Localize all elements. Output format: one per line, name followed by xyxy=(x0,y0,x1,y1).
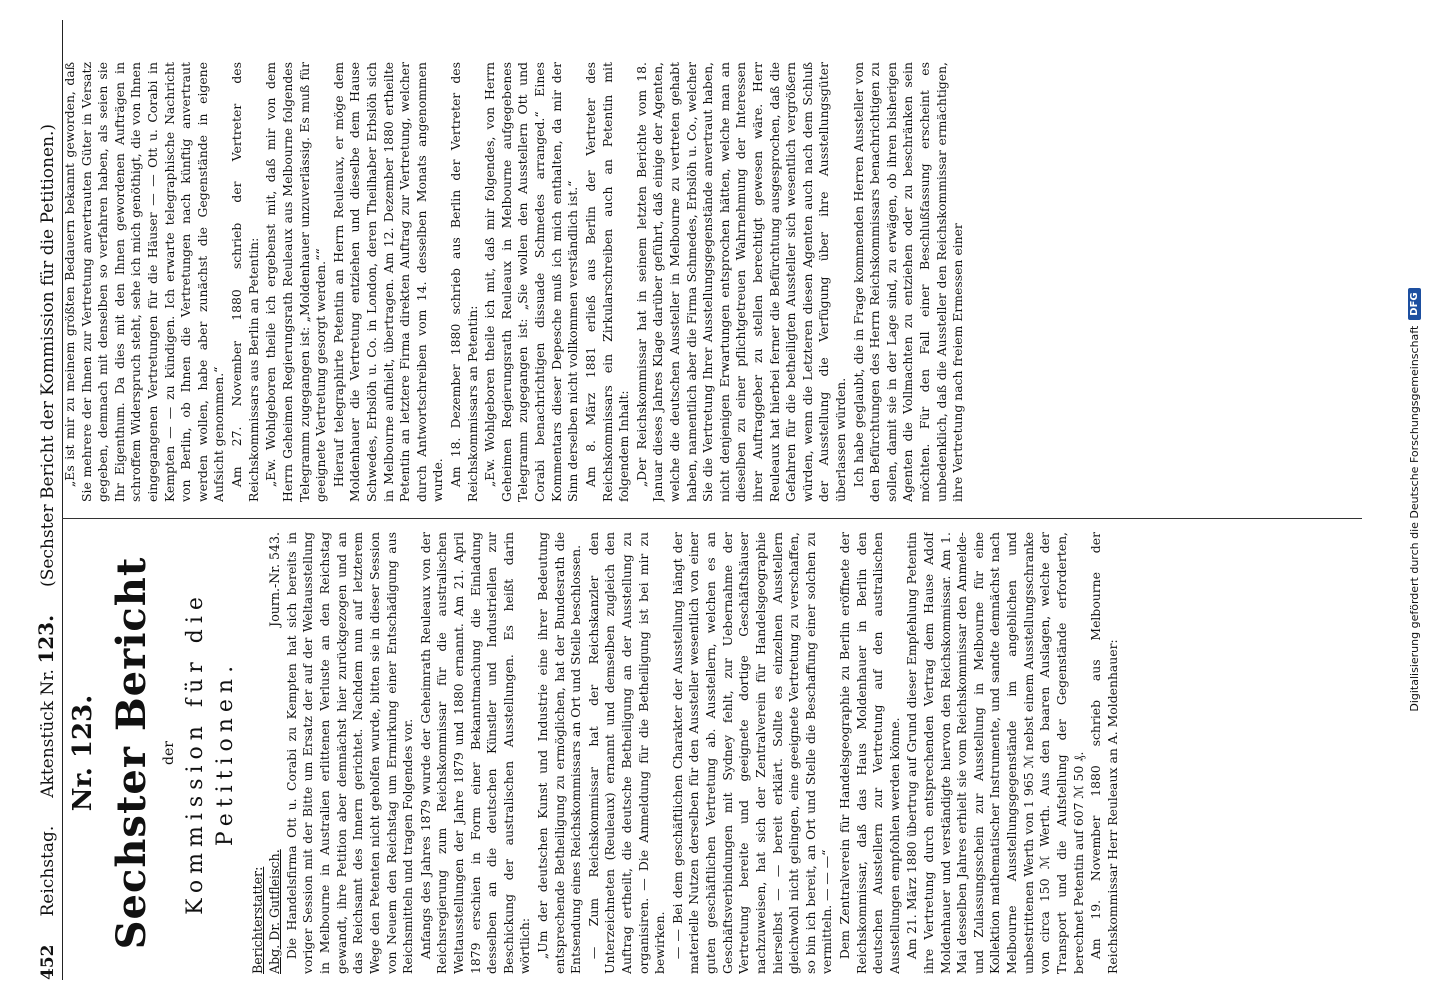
paragraph: Am 18. Dezember 1880 schrieb aus Berlin der Vertreter des Reichskommissars an Petentin: xyxy=(448,62,480,502)
paragraph: „Um der deutschen Kunst und Industrie eine ihrer Bedeutung entsprechende Betheiligung zu ermöglichen, hat der Bundesrath die Entsendung eines Reichskommissars an Ort und Stelle beschlossen. xyxy=(535,532,584,974)
column-divider xyxy=(62,518,1362,519)
reporter-name: Abg. Dr. Gutfleisch. xyxy=(266,849,282,974)
paragraph: Am 27. November 1880 schrieb der Vertreter des Reichskommissars aus Berlin an Petentin: xyxy=(229,62,261,502)
paragraph: Anfangs des Jahres 1879 wurde der Geheimrath Reuleaux von der Reichsregierung zum Reichskommissar für die australischen Weltausstellungen der Jahre 1879 und 1880 ernannt. Am 21. April 1879 erschien in Form einer Bekanntmachung die Einladung desselben an die deutschen Künstler und Industriellen zur Beschickung der australischen Ausstellungen. Es heißt darin wörtlich: xyxy=(417,532,533,974)
paragraph: Am 8. März 1881 erließ aus Berlin der Vertreter des Reichskommissars ein Zirkularschreiben auch an Petentin mit folgendem Inhalt: xyxy=(582,62,632,502)
paragraph: „Es ist mir zu meinem größten Bedauern bekannt geworden, daß Sie mehrere der Ihnen zur Vertretung anvertrauten Güter in Versatz gegeben, demnach mit denselben so verfahren haben, als seien sie Ihr Eigenthum. Da dies mit den Ihnen gewordenen Aufträgen in schroffem Widerspruch steht, sehe ich mich genöthigt, die von Ihnen eingegangenen Vertretungen für die Häuser — — Ott u. Corabi in Kempten — — zu kündigen. Ich erwarte telegraphische Nachricht von Berlin, ob Ihnen die Vertretungen nach künftig anvertraut werden wollen, habe aber zunächst die Gegenstände in eigene Aufsicht genommen.“ xyxy=(62,62,227,502)
header-running-title: (Sechster Bericht der Kommission für die Petitionen.) xyxy=(38,124,58,587)
header-doc-number xyxy=(34,615,58,798)
reporter-label: Berichterstatter: xyxy=(250,866,266,974)
paragraph: Die Handelsfirma Ott u. Corabi zu Kempten hat sich bereits in voriger Session mit der Bitte um Ersatz der auf der Weltausstellung in Melbourne in Australien erlittenen Verluste an den Reichstag gewandt, ihre Petition aber demnächst hier zurückgezogen und an das Reichsamt des Innern gerichtet. Nachdem nun auf letzterem Wege den Petenten nicht geholfen wurde, bitten sie in dieser Session von Neuem den Reichstag um Ermirkung einer Entschädigung aus Reichsmitteln und tragen Folgendes vor. xyxy=(283,532,416,974)
dfg-logo: DFG xyxy=(1408,288,1421,319)
page-number: 452 xyxy=(38,944,58,980)
paragraph: — — Bei dem geschäftlichen Charakter der Ausstellung hängt der materielle Nutzen derselben für den Aussteller wesentlich von einer guten geschäftlichen Vertretung ab. Ausstellern, welchen es an Geschäftsverbindungen mit Sydney fehlt, zur Uebernahme der Vertretung bereite und geeignete dortige Geschäftshäuser nachzuweisen, hat sich der Zentralverein für Handelsgeographie hierselbst — — bereit erklärt. Sollte es einzelnen Ausstellern gleichwohl nicht gelingen, eine geeignete Vertretung zu verschaffen, so bin ich bereit, an Ort und Stelle die Beschaffung einer solchen zu vermitteln. — — —“ xyxy=(669,532,835,974)
digitization-note-text: Digitalisierung gefördert durch die Deutsche Forschungsgemeinschaft xyxy=(1407,325,1421,712)
digitization-note xyxy=(1404,0,1424,1000)
report-title: Sechster Bericht xyxy=(107,556,155,950)
paragraph: Hierauf telegraphirte Petentin an Herrn Reuleaux, er möge dem Moldenhauer die Vertretung entziehen und dieselbe dem Hause Schwedes, Erbslöh u. Co. in London, deren Theilhaber Erbslöh sich in Melbourne aufhielt, übertragen. Am 12. Dezember 1880 ertheilte Petentin an letztere Firma direkten Auftrag zur Vertretung, welcher durch Antwortschreiben vom 14. desselben Monats angenommen wurde. xyxy=(330,62,446,502)
paragraph: Dem Zentralverein für Handelsgeographie zu Berlin eröffnete der Reichskommissar, daß das Haus Moldenhauer in Berlin den deutschen Ausstellern zur Vertretung auf den australischen Ausstellungen empfohlen werden könne. xyxy=(836,532,902,974)
left-column xyxy=(62,532,1366,974)
header-left-label: Reichstag. xyxy=(38,825,58,917)
reporter-name-row xyxy=(267,532,284,974)
paragraph: Am 19. November 1880 schrieb aus Melbourne der Reichskommissar Herr Reuleaux an A. Moldenhauer: xyxy=(1088,532,1120,974)
header-doc-label: Aktenstück Nr. xyxy=(38,669,58,798)
right-column xyxy=(62,62,1366,502)
document-number: Nr. 123. xyxy=(68,694,98,812)
paragraph: „Ew. Wohlgeboren theile ich mit, daß mir folgendes, von Herrn Geheimen Regierungsrath Reuleaux in Melbourne aufgegebenes Telegramm zugegangen ist: „Sie wollen den Ausstellern Ott und Corabi benachrichtigen dissuade Schmedes arranged.“ Eines Kommentars dieser Depesche muß ich mich enthalten, da mir der Sinn derselben nicht vollkommen verständlich ist.“ xyxy=(482,62,581,502)
report-title-der: der xyxy=(161,741,178,765)
paragraph: Ich habe geglaubt, die in Frage kommenden Herren Aussteller von den Befürchtungen des Herrn Reichskommissars benachrichtigen zu sollen, damit sie in der Lage sind, zu erwägen, ob ihren bisherigen Agenten die Vollmachten zu entziehen oder zu beschränken sein möchten. Für den Fall einer Beschlußfassung erscheint es unbedenklich, daß die Aussteller den Reichskommissar ermächtigen, ihre Vertretung nach freiem Ermessen einer xyxy=(850,62,966,502)
paragraph: „Ew. Wohlgeboren theile ich ergebenst mit, daß mir von dem Herrn Geheimen Regierungsrath Reuleaux aus Melbourne folgendes Telegramm zugegangen ist: „Moldenhauer unzuverlässig. Es muß für geeignete Vertretung gesorgt werden.““ xyxy=(263,62,329,502)
paragraph: Am 21. März 1880 übertrug auf Grund dieser Empfehlung Petentin ihre Vertretung durch entsprechenden Vertrag dem Hause Adolf Moldenhauer und verständigte hiervon den Reichskommissar. Am 1. Mai desselben Jahres erhielt sie vom Reichskommissar den Anmelde- und Zulassungsschein zur Ausstellung in Melbourne für eine Kollektion mathematischer Instrumente, und sandte demnächst nach Melbourne Ausstellungsgegenstände im angeblichen und unbestrittenen Werth von 1 965 ℳ nebst einem Ausstellungsschranke von circa 150 ℳ Werth. Aus den baaren Auslagen, welche der Transport und die Aufstellung der Gegenstände erforderten, berechnet Petentin auf 607 ℳ 50 ₰. xyxy=(904,532,1086,974)
report-title-kommission: Kommission für die Petitionen. xyxy=(183,591,238,915)
paragraph: „Der Reichskommissar hat in seinem letzten Berichte vom 18. Januar dieses Jahres Klage darüber geführt, daß einige der Agenten, welche die deutschen Aussteller in Melbourne zu vertreten gehabt haben, namentlich aber die Firma Schmedes, Erbslöh u. Co., welcher Sie die Vertretung Ihrer Ausstellungsgegenstände anvertraut haben, nicht denjenigen Erwartungen entsprochen hätten, welche man an dieselben zu einer pflichtgetreuen Wahrnehmung der Interessen ihrer Auftraggeber zu stellen berechtigt gewesen wäre. Herr Reuleaux hat hierbei ferner die Befürchtung ausgesprochen, daß die Gefahren für die betheiligten Aussteller sich wesentlich vergrößern würden, wenn die Letzteren diesen Agenten auch nach dem Schluß der Ausstellung die Verfügung über ihre Ausstellungsgüter überlassen würden. xyxy=(633,62,849,502)
running-header xyxy=(20,20,63,980)
header-doc-num: 123. xyxy=(34,614,58,664)
journal-number: Journ.-Nr. 543. xyxy=(266,532,282,627)
paragraph: — Zum Reichskommissar hat der Reichskanzler den Unterzeichneten (Reuleaux) ernannt und demselben zugleich den Auftrag ertheilt, die deutsche Betheiligung an der Ausstellung zu organisiren. — Die Anmeldung für die Betheiligung ist bei mir zu bewirken. xyxy=(585,532,668,974)
reporter-label-row xyxy=(250,532,267,974)
